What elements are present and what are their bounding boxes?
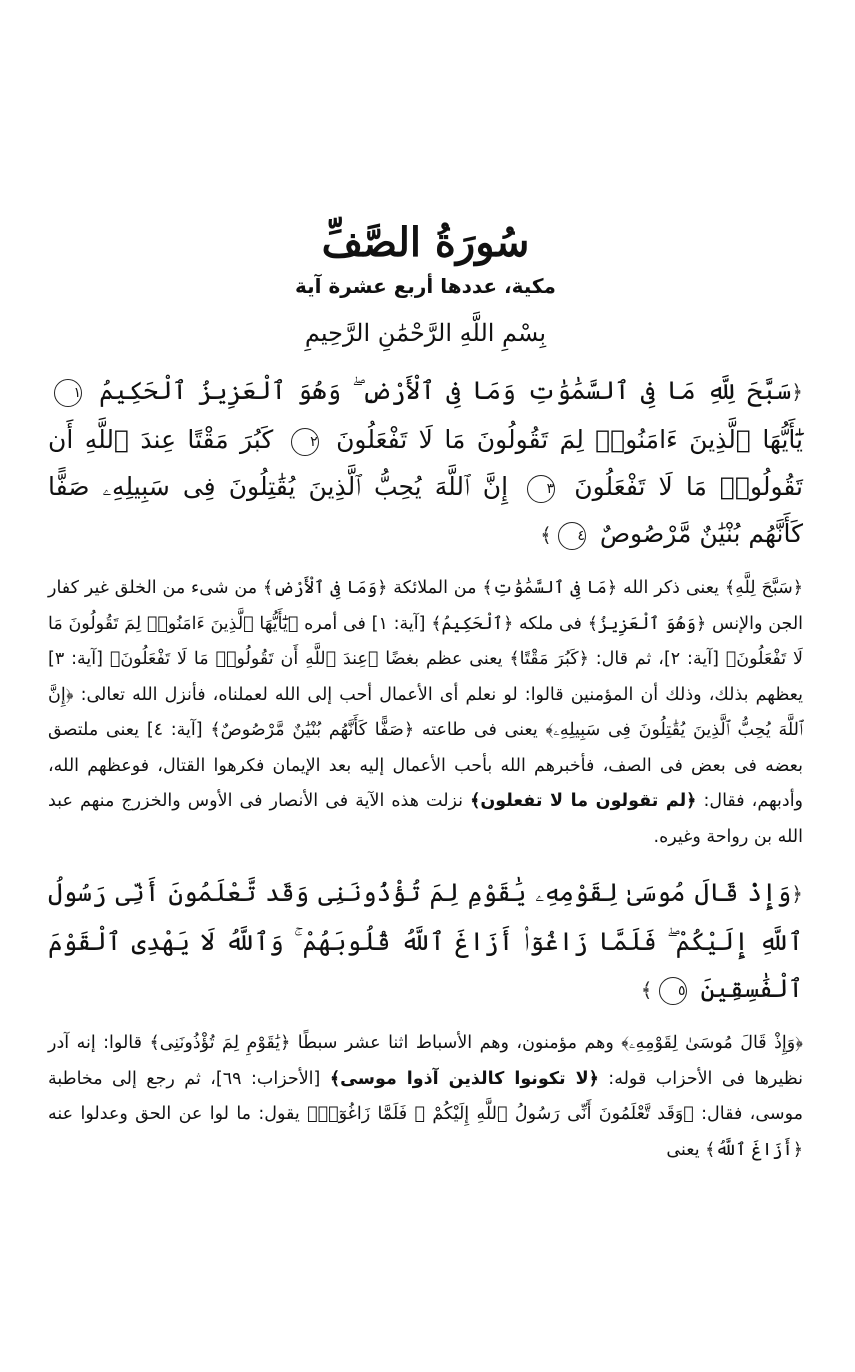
- quote: ﴿وَمَا فِى ٱلْأَرْضِ﴾: [262, 578, 388, 598]
- tafsir-text: يعنى عظم بغضًا: [378, 649, 510, 669]
- quote: ﴿أَزَاغَ ٱللَّهُ﴾: [705, 1139, 803, 1160]
- quote: ﴿يَٰٓأَيُّهَا ٱلَّذِينَ ءَامَنُوا۟ لِمَ تَقُولُونَ مَا لَا تَفْعَلُونَ﴾: [48, 613, 803, 669]
- tafsir-text: يعنى فى طاعته: [414, 720, 546, 740]
- tafsir-text: [الأحزاب: ٦٩]، ثم رجع إلى مخاطبة موسى، فقال:: [48, 1068, 803, 1124]
- tafsir-text: [آية: ٤] يعنى ملتصق بعضه فى بعض فى الصف، فأخبرهم الله بأحب الأعمال إليه بعد الإيمان فكرهوا القتال، فوعظهم الله، وأدبهم، فقال:: [48, 720, 804, 811]
- quote: ﴿عِندَ ٱللَّهِ أَن تَقُولُوا۟ مَا لَا تَفْعَلُونَ﴾: [109, 649, 379, 669]
- verse-number-2: ٢: [291, 428, 319, 456]
- tafsir-text: نزلت هذه الآية فى الأنصار فى الأوس والخزرج منهم عبد الله بن رواحة وغيره.: [48, 791, 803, 847]
- verse-close-bracket: ﴾: [540, 523, 552, 547]
- tafsir-text: يقول: ما لوا عن الحق وعدلوا عنه: [48, 1104, 308, 1124]
- verse-1: سَبَّحَ لِلَّهِ مَا فِى ٱلسَّمَٰوَٰتِ وَمَا فِى ٱلْأَرْضِ ۖ وَهُوَ ٱلْعَزِيزُ ٱلْحَكِيمُ: [99, 376, 792, 405]
- tafsir-text: يعنى: [666, 1139, 706, 1160]
- bold-quote: ﴿لا تكونوا كالذين آذوا موسى﴾: [329, 1068, 599, 1089]
- tafsir-text: وهم مؤمنون، وهم الأسباط اثنا عشر سبطًا: [290, 1033, 622, 1053]
- verse-4: إِنَّ ٱللَّهَ يُحِبُّ ٱلَّذِينَ يُقَٰتِلُونَ فِى سَبِيلِهِۦ صَفًّا كَأَنَّهُم بُنْيَٰنٌ مَّرْصُوصٌ: [48, 472, 803, 548]
- quote: ﴿وَقَد تَّعْلَمُونَ أَنِّى رَسُولُ ٱللَّهِ إِلَيْكُمْ ۖ فَلَمَّا زَاغُوٓا۟﴾: [307, 1104, 694, 1124]
- quote: ﴿إِنَّ ٱللَّهَ يُحِبُّ ٱلَّذِينَ يُقَٰتِلُونَ فِى سَبِيلِهِۦ﴾: [48, 684, 804, 740]
- verse-3: كَبُرَ مَقْتًا عِندَ ٱللَّهِ أَن تَقُولُوا۟ مَا لَا تَفْعَلُونَ: [48, 425, 803, 501]
- verse-open-bracket: ﴿: [791, 882, 803, 906]
- verse-2: يَٰٓأَيُّهَا ٱلَّذِينَ ءَامَنُوا۟ لِمَ تَقُولُونَ مَا لَا تَفْعَلُونَ: [336, 425, 803, 454]
- tafsir-text: من شىء من الخلق غير كفار الجن والإنس: [48, 578, 804, 634]
- tafsir-text: [آية: ١] فى أمره: [298, 613, 432, 634]
- tafsir-paragraph-1: [48, 571, 803, 855]
- verse-number-4: ٤: [558, 522, 586, 550]
- verse-number-1: ١: [54, 379, 82, 407]
- quote: ﴿كَبُرَ مَقْتًا﴾: [509, 649, 589, 669]
- basmala: بِسْمِ اللَّهِ الرَّحْمَٰنِ الرَّحِيمِ: [304, 319, 547, 347]
- tafsir-text: من الملائكة: [387, 578, 483, 598]
- tafsir-text: يعنى ذكر الله: [617, 578, 725, 598]
- tafsir-text: فى ملكه: [513, 613, 588, 634]
- bold-quote: ﴿لم تقولون ما لا تفعلون﴾: [470, 791, 697, 811]
- verse-number-5: ٥: [659, 977, 687, 1005]
- surah-title: سُورَةُ الصَّفِّ: [321, 219, 530, 266]
- verse-number-3: ٣: [527, 475, 555, 503]
- quote: ﴿يَٰقَوْمِ لِمَ تُؤْذُونَنِى﴾: [149, 1033, 291, 1053]
- tafsir-text: [آية: ٢]، ثم قال:: [588, 649, 726, 669]
- tafsir-text: [آية: ٣] يعظهم بذلك، وذلك أن المؤمنين قالوا: لو نعلم أى الأعمال أحب إلى الله لعملناه، فأنزل الله تعالى:: [48, 649, 803, 705]
- verse-open-bracket: ﴿: [791, 380, 803, 404]
- verse-close-bracket: ﴾: [640, 978, 653, 1002]
- quote: ﴿وَإِذْ قَالَ مُوسَىٰ لِقَوْمِهِۦ﴾: [621, 1033, 803, 1053]
- quote: ﴿سَبَّحَ لِلَّهِ﴾: [724, 578, 803, 598]
- quote: ﴿ٱلْحَكِيمُ﴾: [431, 613, 514, 634]
- quran-verse-5: [48, 869, 803, 1014]
- quote: ﴿مَا فِى ٱلسَّمَٰوَٰتِ﴾: [482, 578, 618, 598]
- tafsir-text: قالوا: إنه آدر نظيرها فى الأحزاب قوله:: [48, 1033, 803, 1089]
- verse-5: وَإِذْ قَالَ مُوسَىٰ لِقَوْمِهِۦ يَٰقَوْمِ لِمَ تُؤْذُونَنِى وَقَد تَّعْلَمُونَ أَنِّى رَسُولُ ٱللَّهِ إِلَيْكُمْ ۖ فَلَمَّا زَاغُوٓا۟ أَزَاغَ ٱللَّهُ قُلُوبَهُمْ ۚ وَٱللَّهُ لَا يَهْدِى ٱلْقَوْمَ ٱلْفَٰسِقِينَ: [48, 878, 803, 1003]
- quote: ﴿وَهُوَ ٱلْعَزِيزُ﴾: [587, 613, 707, 634]
- surah-info: مكية، عددها أربع عشرة آية: [295, 274, 556, 298]
- quran-verses-1-4: [48, 367, 803, 559]
- quote: ﴿صَفًّا كَأَنَّهُم بُنْيَٰنٌ مَّرْصُوصٌ﴾: [210, 720, 415, 740]
- tafsir-paragraph-2: [48, 1026, 803, 1168]
